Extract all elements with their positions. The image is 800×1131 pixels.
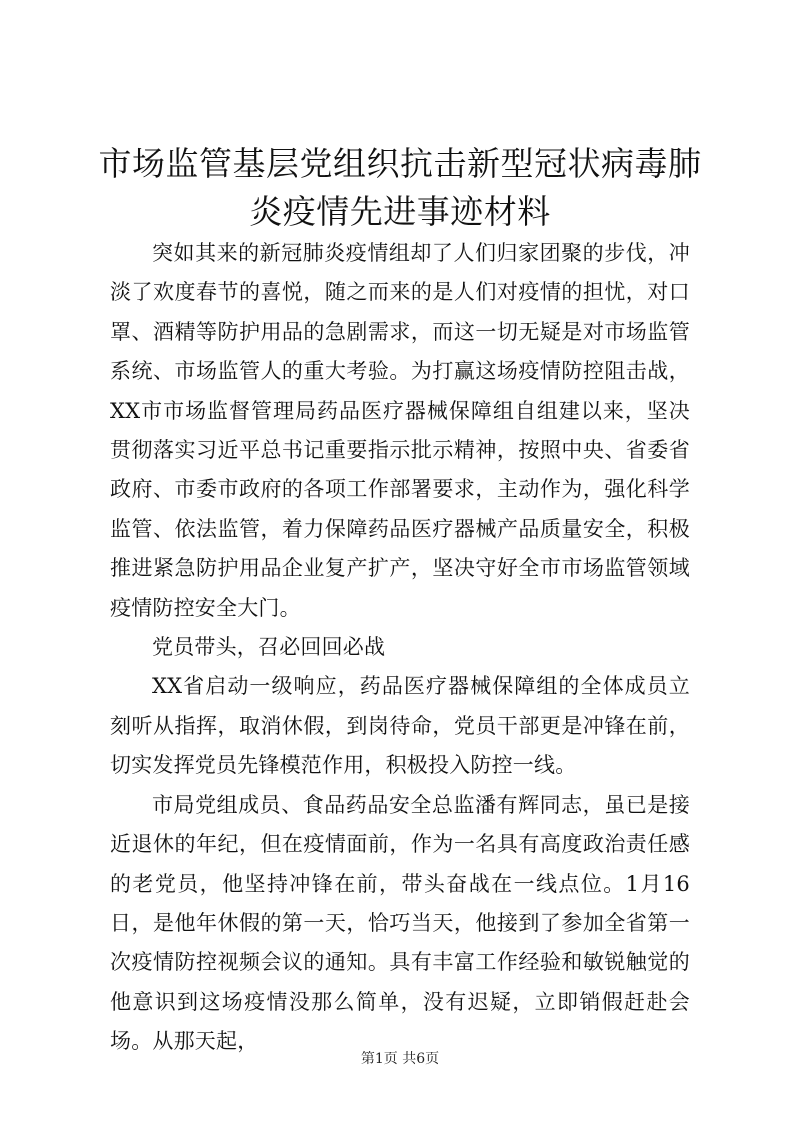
page-footer: 第1页 共6页 [360, 1051, 440, 1067]
document-title: 市场监管基层党组织抗击新型冠状病毒肺炎疫情先进事迹材料 [98, 144, 702, 231]
paragraph-response: XX省启动一级响应，药品医疗器械保障组的全体成员立刻听从指挥，取消休假，到岗待命，党员干部更是冲锋在前，切实发挥党员先锋模范作用，积极投入防控一线。 [110, 674, 690, 778]
document-body [110, 234, 690, 1062]
section-heading: 党员带头，召必回回必战 [152, 635, 386, 660]
paragraph-profile: 市局党组成员、食品药品安全总监潘有辉同志，虽已是接近退休的年纪，但在疫情面前，作为一名具有高度政治责任感的老党员，他坚持冲锋在前，带头奋战在一线点位。1月16日，是他年休假的第一天，恰巧当天，他接到了参加全省第一次疫情防控视频会议的通知。具有丰富工作经验和敏锐触觉的他意识到这场疫情没那么简单，没有迟疑，立即销假赶赴会场。从那天起， [110, 792, 690, 1054]
paragraph-intro: 突如其来的新冠肺炎疫情组却了人们归家团聚的步伐，冲淡了欢度春节的喜悦，随之而来的是人们对疫情的担忧，对口罩、酒精等防护用品的急剧需求，而这一切无疑是对市场监管系统、市场监管人的重大考验。为打赢这场疫情防控阻击战，XX市市场监督管理局药品医疗器械保障组自组建以来，坚决贯彻落实习近平总书记重要指示批示精神，按照中央、省委省政府、市委市政府的各项工作部署要求，主动作为，强化科学监管、依法监管，着力保障药品医疗器械产品质量安全，积极推进紧急防护用品企业复产扩产，坚决守好全市市场监管领域疫情防控安全大门。 [110, 241, 690, 620]
